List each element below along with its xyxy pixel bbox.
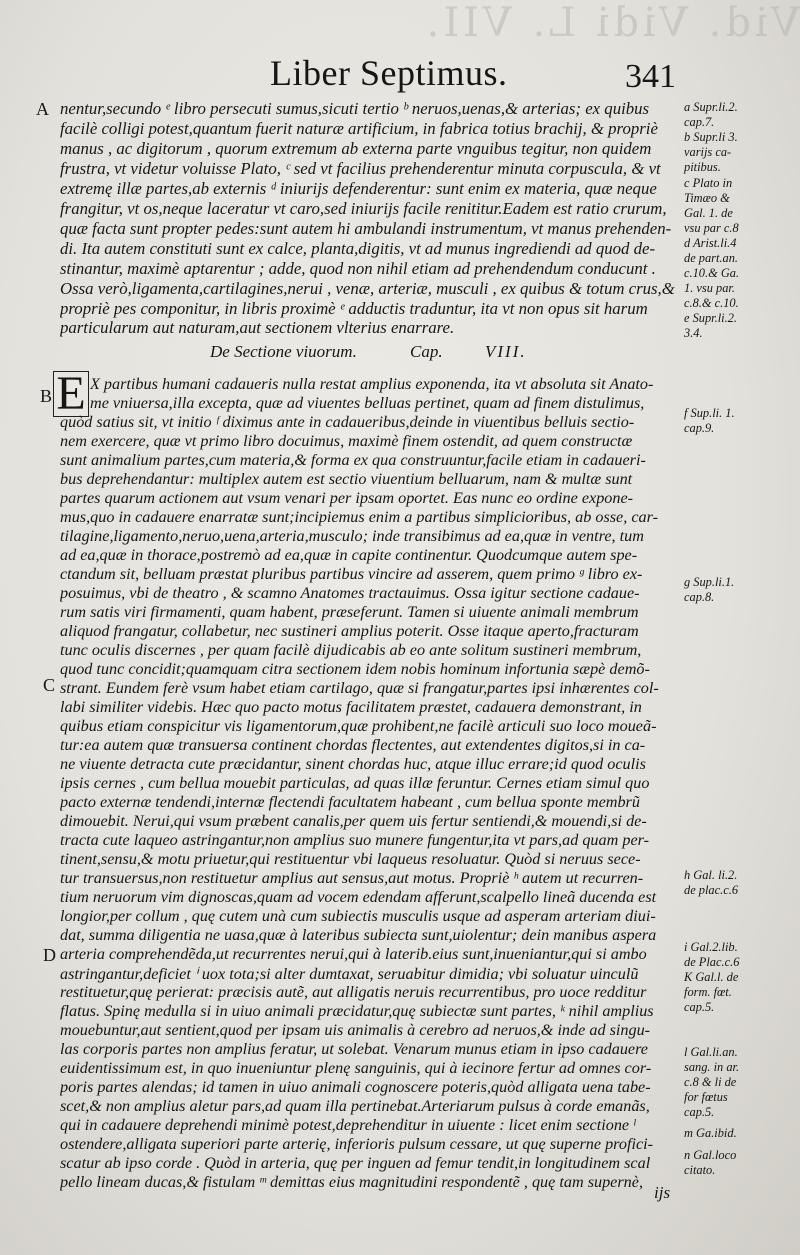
catchword: ijs: [654, 1183, 671, 1202]
text-line: me vniuersa,illa excepta, quæ ad viuentes belluas pertinet, quam ad finem distulimus,: [90, 394, 645, 412]
margin-note-text: a Supr.li.2. cap.7.: [684, 100, 738, 129]
text-line: posuimus, vbi de theatro , & scamno Anatomes tractauimus. Ossa igitur sectione cadaue-: [60, 584, 640, 602]
text-line: tunc oculis discernes , per quam facilè dijudicabis ab eo ante solitum sustineri membrum,: [60, 641, 642, 659]
margin-note-h: [684, 868, 738, 898]
margin-note-text: h Gal. li.2. de plac.c.6: [684, 868, 739, 897]
margin-letter-c: C: [43, 675, 56, 695]
margin-note-text: e Supr.li.2. 3.4.: [684, 311, 738, 340]
text-line: stinantur, maximè aptarentur ; adde, quod non nihil etiam ad prehendendum conducunt .: [60, 259, 656, 278]
margin-note-a: [684, 100, 738, 130]
text-line: las corporis partes non amplius feratur, ut solebat. Venarum munus etiam in ipso cadauere: [60, 1040, 648, 1058]
text-line: tur transuersus,non restituetur amplius aut sensus,aut motus. Propriè ʰ autem ut recurren-: [60, 869, 644, 887]
text-line: partes quarum actionem aut vsum venari per ipsam oportet. Eas nunc eo ordine expone-: [60, 489, 634, 507]
margin-note-text: g Sup.li.1. cap.8.: [684, 575, 735, 604]
margin-letter-b: B: [40, 386, 53, 406]
text-line: X partibus humani cadaueris nulla restat amplius exponenda, ita vt absoluta sit Anato-: [90, 375, 654, 393]
text-line: tur:ea autem quæ transuersa continent chordas flectentes, aut extendentes digitos,si in ca-: [60, 736, 646, 754]
text-line: manus , ac digitorum , quorum extremum ab externa parte vnguibus tegitur, non quidem: [60, 139, 652, 158]
margin-note-c: [684, 176, 739, 236]
text-line: quod tunc concidit;quamquam citra sectionem idem nobis hominum infortunia sæpè demõ-: [60, 660, 650, 678]
text-line: quòd satius sit, vt initio ᶠ diximus ante in cadaueribus,deinde in viuentibus belluis sectio-: [60, 413, 635, 431]
text-line: ne viuente detracta cute præcidantur, sinent chordas huc, atque illuc errare;id quod oculis: [60, 755, 646, 773]
text-line: euidentissimum est, in quo inueniuntur plenę sanguinis, qui à iecinore fertur ad omnes cor-: [60, 1059, 652, 1077]
margin-note-text: n Gal.loco citato.: [684, 1148, 737, 1177]
margin-letter-a: A: [36, 99, 49, 119]
text-line: ad ea,quæ in thorace,postremò ad ea,quæ in capite continentur. Quodcumque autem spe-: [60, 546, 638, 564]
text-line: tinent,sensu,& motu priuetur,qui restituentur vbi laqueus resoluatur. Quòd si neruus sece-: [60, 850, 641, 868]
text-line: sunt animalium partes,cum materia,& forma ex qua construuntur,facile etiam in cadaueri-: [60, 451, 646, 469]
text-line: tracta cute laqueo astringantur,non amplius suo munere fungentur,ita vt pars,ad quam per-: [60, 831, 649, 849]
text-line: Ossa verò,ligamenta,cartilagines,nerui , venæ, arteriæ, musculi , ex quibus & totum crus,&: [60, 279, 675, 298]
text-line: nem exercere, quæ vt primo libro docuimus, maximè finem ostendit, ad quem constructæ: [60, 432, 633, 450]
text-line: qui in cadauere deprehendi minimè potest,deprehenditur in uiuente : licet enim sectione ˡ: [60, 1116, 636, 1134]
text-line: extremę illæ partes,ab externis ᵈ iniurijs defenderentur: sunt enim ex materia, quæ neque: [60, 179, 657, 198]
text-line: dat, summa diligentia ne uasa,quæ à lateribus subiecta sunt,uiolentur; dein manibus aspera: [60, 926, 657, 944]
margin-note-text: d Arist.li.4 de part.an. c.10.& Ga. 1. vsu par. c.8.& c.10.: [684, 236, 740, 310]
text-line: flatus. Spinę medulla si in uiuo animali præcidatur,quę subiectæ sunt partes, ᵏ nihil amplius: [60, 1002, 654, 1020]
text-line: dimouebit. Nerui,qui vsum præbent canalis,per quem uis fertur sentiendi,& mouendi,si de-: [60, 812, 647, 830]
text-line: facilè colligi potest,quantum fuerit naturæ artificium, in fabrica totius brachij, & propriè: [60, 119, 658, 138]
text-line: frustra, vt videtur voluisse Plato, ᶜ sed vt facilius prehenderentur minuta corpuscula, & vt: [60, 159, 661, 178]
text-line: nentur,secundo ᵉ libro persecuti sumus,sicuti tertio ᵇ neruos,uenas,& arterias; ex quibus: [60, 99, 650, 118]
margin-note-f: [684, 406, 735, 436]
drop-cap: E: [53, 371, 89, 417]
margin-note-text: b Supr.li 3. varijs ca- pitibus.: [684, 130, 738, 174]
text-line: strant. Eundem ferè vsum habet etiam cartilago, quæ si frangatur,partes ipsi inhærentes col-: [60, 679, 659, 697]
margin-letter-d: D: [43, 945, 56, 965]
text-line: scatur ab ipso corde . Quòd in arteria, quę per inguen ad femur tendit,in longitudinem scal: [60, 1154, 651, 1172]
margin-note-n: [684, 1148, 736, 1178]
text-line: di. Ita autem constituti sunt ex calce, planta,digitis, vt ad munus ingrediendi ad quod de-: [60, 239, 656, 258]
text-line: ipsis cernes , cum bellua mouebit particulas, ad quas illæ feruntur. Cernes etiam simul quo: [60, 774, 650, 792]
margin-note-text: f Sup.li. 1. cap.9.: [684, 406, 735, 435]
margin-note-text: c Plato in Timæo & Gal. 1. de vsu par c.8: [684, 176, 739, 235]
margin-note-b: [684, 130, 738, 175]
text-line: quæ facta sunt propter pedes:sunt autem hi ambulandi instrumentum, vt manus prehenden-: [60, 219, 672, 238]
page-number: 341: [625, 58, 676, 95]
text-line: tilagine,ligamento,neruo,uena,arteria,musculo; inde transibimus ad ea,quæ in ventre, tum: [60, 527, 644, 545]
chapter-number: VIII.: [485, 342, 527, 361]
text-line: poris partes alendas; id tamen in uiuo animali cognoscere poteris,quòd alligata uena tabe-: [60, 1078, 651, 1096]
margin-note-text: i Gal.2.lib. de Plac.c.6: [684, 940, 740, 969]
margin-note-text: K Gal.l. de form. fœt. cap.5.: [684, 970, 739, 1014]
margin-note-text: m Ga.ibid.: [684, 1126, 737, 1140]
text-line: mus,quo in cadauere enarratæ sunt;incipiemus enim a partibus simplicioribus, ab osse, car-: [60, 508, 658, 526]
text-line: rum satis viri firmamenti, quam habent, præseferunt. Tamen si uiuente animali membrum: [60, 603, 639, 621]
text-line: longior,per collum , quę cutem unà cum subiectis musculis usque ad asperam arteriam diui-: [60, 907, 656, 925]
margin-note-i: [684, 940, 739, 970]
text-line: aliquod frangatur, collabetur, nec sustineri amplius poterit. Osse itaque aperto,fracturam: [60, 622, 639, 640]
text-line: frangitur, vt os,neque laceratur vt caro,sed iniurijs facile renititur.Eadem est ratio crurum,: [60, 199, 667, 218]
text-line: ctandum sit, belluam præstat pluribus partibus vincire ad asserem, quem primo ᵍ libro ex-: [60, 565, 643, 583]
text-line: arteria comprehendẽda,ut recurrentes nerui,qui à laterib.eius sunt,inueniantur,qui si ambo: [60, 945, 647, 963]
text-line: bus deprehendantur: multiplex autem est sectio viuentium belluarum, nam & multæ sunt: [60, 470, 633, 488]
margin-note-g: [684, 575, 734, 605]
running-header-title: Liber Septimus.: [270, 53, 508, 93]
text-line: restituetur,quę perierat: præcisis autẽ, aut alligatis neruis recurrentibus, pro uoce redditur: [60, 983, 647, 1001]
margin-note-m: [684, 1126, 737, 1141]
margin-note-text: l Gal.li.an. sang. in ar. c.8 & li de for fœtus cap.5.: [684, 1045, 740, 1119]
text-line: pello lineam ducas,& fistulam ᵐ demittas eius magnitudini respondentẽ , quę tam supernè,: [60, 1173, 643, 1191]
text-line: quibus etiam conspicitur vis ligamentorum,quæ prohibent,ne facilè articuli suo loco moueã-: [60, 717, 657, 735]
text-line: propriè pes componitur, in libris proximè ᵉ adductis traduntur, ita vt non opus sit harum: [60, 299, 648, 318]
margin-note-l: [684, 1045, 739, 1120]
margin-note-k: [684, 970, 738, 1015]
chapter-label: Cap.: [410, 342, 443, 361]
text-line: particularum aut naturam,aut sectionem vlterius enarrare.: [60, 318, 455, 337]
margin-note-e: [684, 311, 737, 341]
section-heading: De Sectione viuorum.: [210, 342, 357, 361]
text-line: ostendere,alligata superiori parte arterię, inferioris pulsum cessare, ut quę superne profici-: [60, 1135, 654, 1153]
text-line: mouebuntur,aut sentient,quod per ipsam uis animalis à cerebro ad neruos,& inde ad singu-: [60, 1021, 651, 1039]
text-line: labi similiter videbis. Hæc quo pacto motus facilitatem præstet, cadauera demonstrant, in: [60, 698, 642, 716]
margin-note-d: [684, 236, 739, 311]
text-line: tium neruorum vim dignoscas,quam ad vocem edendam afferunt,scalpello lineã ducenda est: [60, 888, 657, 906]
text-line: astringantur,deficiet ⁱ uox tota;si alter dumtaxat, seruabitur dimidia; vbi soluatur uinculũ: [60, 965, 639, 983]
text-line: pacto externæ tendendi,internæ flectendi facultatem habeant , cum bellua sponte membrũ: [60, 793, 640, 811]
bleed-through-text: Vid. Vidi L. VII.: [422, 0, 800, 46]
text-line: scet,& non amplius aletur pars,ad quam illa pertinebat.Arteriarum pulsus à corde emanãs,: [60, 1097, 650, 1115]
